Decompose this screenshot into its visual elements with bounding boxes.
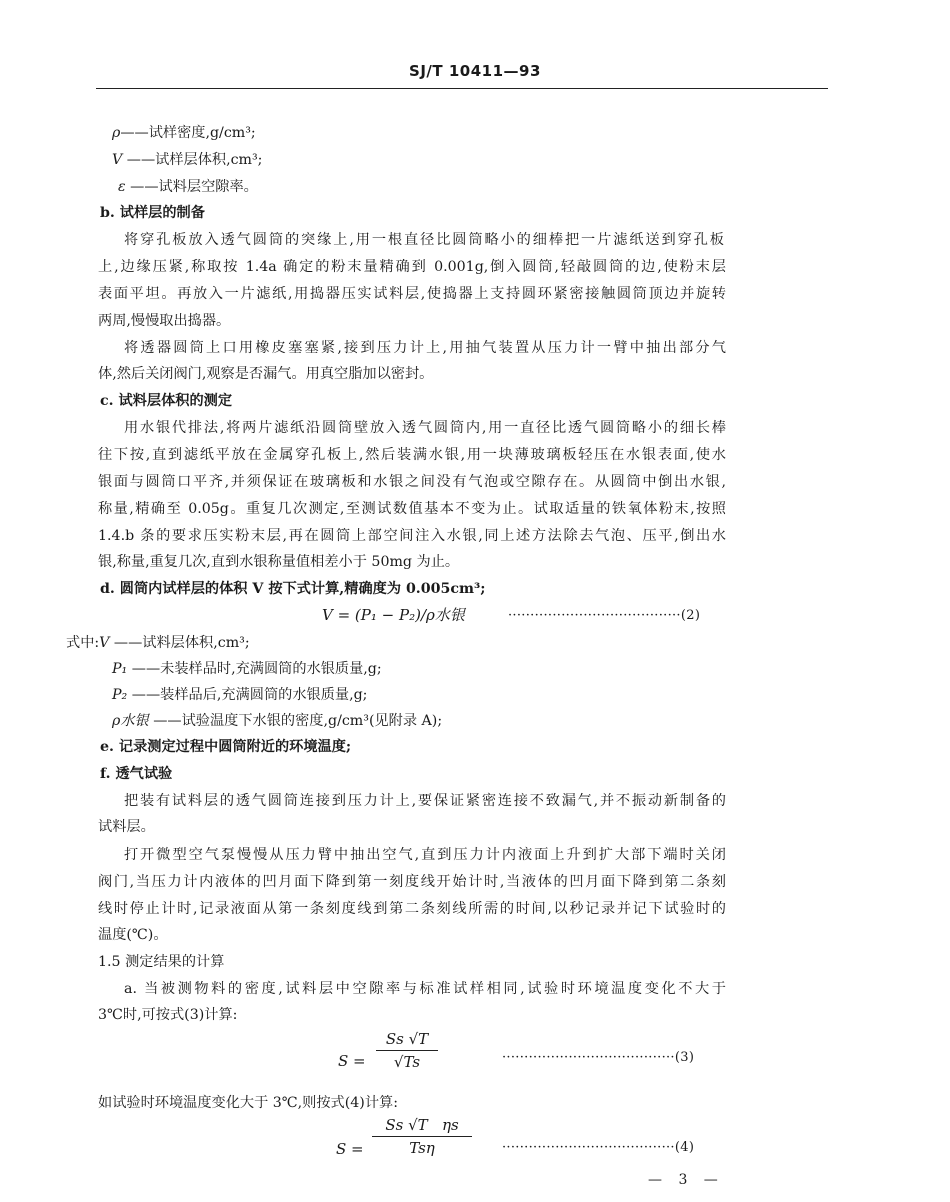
def-symbol: ρ水银 — [112, 713, 149, 729]
equation-3-fraction — [376, 1030, 438, 1071]
section-f-line: 打开微型空气泵慢慢从压力臂中抽出空气,直到压力计内液面上升到扩大部下端时关闭 — [124, 847, 726, 863]
equation-2-leader: ·······································(2) — [508, 608, 701, 623]
def-symbol: ε — [118, 179, 126, 195]
equation-2: V = (P₁ − P₂)/ρ水银 — [322, 606, 465, 624]
section-15-a-line: a. 当被测物料的密度,试料层中空隙率与标准试样相同,试验时环境温度变化不大于 — [124, 981, 726, 997]
section-f-line: 温度(℃)。 — [98, 927, 168, 943]
section-c-line: 用水银代排法,将两片滤纸沿圆筒壁放入透气圆筒内,用一直径比透气圆筒略小的细长棒 — [124, 420, 726, 436]
section-c-heading: c. 试料层体积的测定 — [100, 393, 233, 409]
section-b-line: 将穿孔板放入透气圆筒的突缘上,用一根直径比圆筒略小的细棒把一片滤纸送到穿孔板 — [124, 232, 724, 248]
def-symbol: V — [112, 152, 123, 168]
section-f-heading: f. 透气试验 — [100, 766, 173, 782]
def-text: ——试样层体积,cm³; — [126, 152, 263, 168]
def-v — [112, 151, 262, 169]
fraction-bar — [376, 1050, 438, 1051]
def-symbol: ρ — [112, 125, 121, 141]
equation-2-number: (2) — [680, 608, 701, 623]
where-label-text: 式中: — [66, 635, 100, 651]
fraction-bar — [372, 1136, 472, 1137]
section-c-line: 往下按,直到滤纸平放在金属穿孔板上,然后装满水银,用一块薄玻璃板轻压在水银表面,使水 — [98, 447, 726, 463]
equation-4-numerator: Ss √T ηs — [385, 1116, 459, 1134]
equation-4-number: (4) — [674, 1140, 695, 1155]
page-number: — 3 — — [648, 1172, 724, 1188]
equation-3-lhs: S = — [338, 1052, 366, 1070]
def-text: ——试料层空隙率。 — [130, 179, 258, 195]
section-b-line: 两周,慢慢取出捣器。 — [98, 313, 231, 329]
section-b-line: 将透器圆筒上口用橡皮塞塞紧,接到压力计上,用抽气装置从压力计一臂中抽出部分气 — [124, 340, 726, 356]
section-b-line: 体,然后关闭阀门,观察是否漏气。用真空脂加以密封。 — [98, 366, 434, 382]
equation-4-fraction — [372, 1116, 472, 1157]
equation-3-number: (3) — [674, 1050, 695, 1065]
equation-3-leader: ·······································(3) — [502, 1050, 695, 1065]
section-b-line: 表面平坦。再放入一片滤纸,用捣器压实试料层,使捣器上支持圆环紧密接触圆筒顶边并旋转 — [98, 286, 726, 302]
def-text: ——装样品后,充满圆筒的水银质量,g; — [131, 687, 368, 703]
header-rule — [96, 88, 828, 89]
def-text: ——未装样品时,充满圆筒的水银质量,g; — [131, 661, 382, 677]
def-symbol: P₂ — [112, 687, 128, 703]
section-b-heading: b. 试样层的制备 — [100, 205, 205, 221]
section-d-heading: d. 圆筒内试样层的体积 V 按下式计算,精确度为 0.005cm³; — [100, 581, 486, 597]
equation-4-lhs: S = — [336, 1140, 364, 1158]
equation-4-denominator: Tsη — [409, 1139, 435, 1157]
def-text: ——试验温度下水银的密度,g/cm³(见附录 A); — [153, 713, 443, 729]
section-15-mid-text: 如试验时环境温度变化大于 3℃,则按式(4)计算: — [98, 1095, 398, 1111]
equation-3-numerator: Ss √T — [385, 1030, 429, 1048]
def-rho — [112, 124, 256, 142]
section-c-line: 银面与圆筒口平齐,并须保证在玻璃板和水银之间没有气泡或空隙存在。从圆筒中倒出水银, — [98, 474, 726, 490]
equation-4-leader: ·······································(4) — [502, 1140, 695, 1155]
section-15-heading: 1.5 测定结果的计算 — [98, 954, 225, 970]
section-f-line: 阀门,当压力计内液体的凹月面下降到第一刻度线开始计时,当液体的凹月面下降到第二条刻 — [98, 874, 726, 890]
section-e-heading: e. 记录测定过程中圆筒附近的环境温度; — [100, 739, 352, 755]
page-header: SJ/T 10411—93 — [409, 62, 541, 80]
equation-3-denominator: √Ts — [393, 1053, 421, 1071]
def-text: ——试料层体积,cm³; — [113, 635, 250, 651]
section-b-line: 上,边缘压紧,称取按 1.4a 确定的粉末量精确到 0.001g,倒入圆筒,轻敲圆筒的边,使粉末层 — [98, 259, 726, 275]
section-c-line: 银,称量,重复几次,直到水银称量值相差小于 50mg 为止。 — [98, 554, 460, 570]
def-epsilon — [118, 178, 258, 196]
def-p1 — [112, 660, 382, 678]
def-rho-mercury — [112, 712, 442, 730]
section-c-line: 称量,精确至 0.05g。重复几次测定,至测试数值基本不变为止。试取适量的铁氧体粉末,按照 — [98, 501, 726, 517]
section-f-line: 线时停止计时,记录液面从第一条刻度线到第二条刻线所需的时间,以秒记录并记下试验时的 — [98, 901, 726, 917]
def-text: ——试样密度,g/cm³; — [120, 125, 256, 141]
def-p2 — [112, 686, 367, 704]
def-symbol: V — [99, 635, 110, 651]
section-f-line: 试料层。 — [98, 819, 155, 835]
section-f-line: 把装有试料层的透气圆筒连接到压力计上,要保证紧密连接不致漏气,并不振动新制备的 — [124, 793, 726, 809]
section-c-line: 1.4.b 条的要求压实粉末层,再在圆筒上部空间注入水银,同上述方法除去气泡、压平,倒出水 — [98, 528, 726, 544]
section-15-a-line: 3℃时,可按式(3)计算: — [98, 1007, 238, 1023]
def-symbol: P₁ — [112, 661, 128, 677]
where-label — [66, 634, 250, 652]
